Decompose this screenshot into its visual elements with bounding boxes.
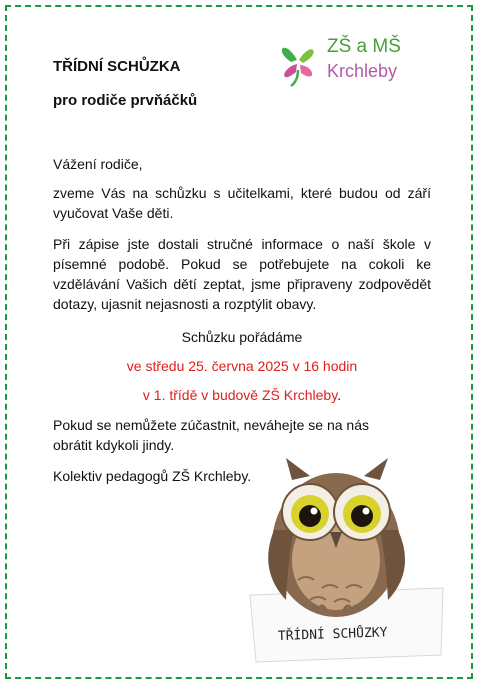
logo-school-name: ZŠ a MŠ bbox=[327, 36, 401, 57]
signature: Kolektiv pedagogů ZŠ Krchleby. bbox=[53, 468, 252, 484]
school-logo bbox=[271, 34, 411, 90]
meeting-intro: Schůzku pořádáme bbox=[181, 329, 303, 345]
meeting-place bbox=[53, 385, 431, 405]
page-title: TŘÍDNÍ SCHŮZKA bbox=[53, 58, 181, 75]
meeting-date: ve středu 25. června 2025 v 16 hodin bbox=[126, 358, 358, 374]
meeting-place-text: v 1. třídě v budově ZŠ Krchleby bbox=[142, 387, 338, 403]
meeting-place-period: . bbox=[337, 387, 342, 403]
paragraph-info: Při zápise jste dostali stručné informace o naší škole v písemné podobě. Pokud se potřebujete na cokoli ke vzdělávání Vašich dětí zeptat, jsme připraveny zodpovědět dotazy, ujasnit nejasnosti a rozptýlit obavy. bbox=[53, 236, 431, 312]
clover-icon bbox=[271, 36, 323, 88]
logo-village-name: Krchleby bbox=[327, 61, 398, 81]
sign-text: TŘÍDNÍ SCHŮZKY bbox=[277, 625, 388, 645]
paragraph-invitation: zveme Vás na schůzku s učitelkami, které budou od září vyučovat Vaše děti. bbox=[53, 185, 431, 221]
paragraph-alternative: Pokud se nemůžete zúčastnit, neváhejte se na nás obrátit kdykoli jindy. bbox=[53, 417, 369, 453]
greeting: Vážení rodiče, bbox=[53, 156, 143, 172]
page-subtitle: pro rodiče prvňáčků bbox=[53, 92, 198, 109]
owl-illustration bbox=[238, 450, 448, 665]
